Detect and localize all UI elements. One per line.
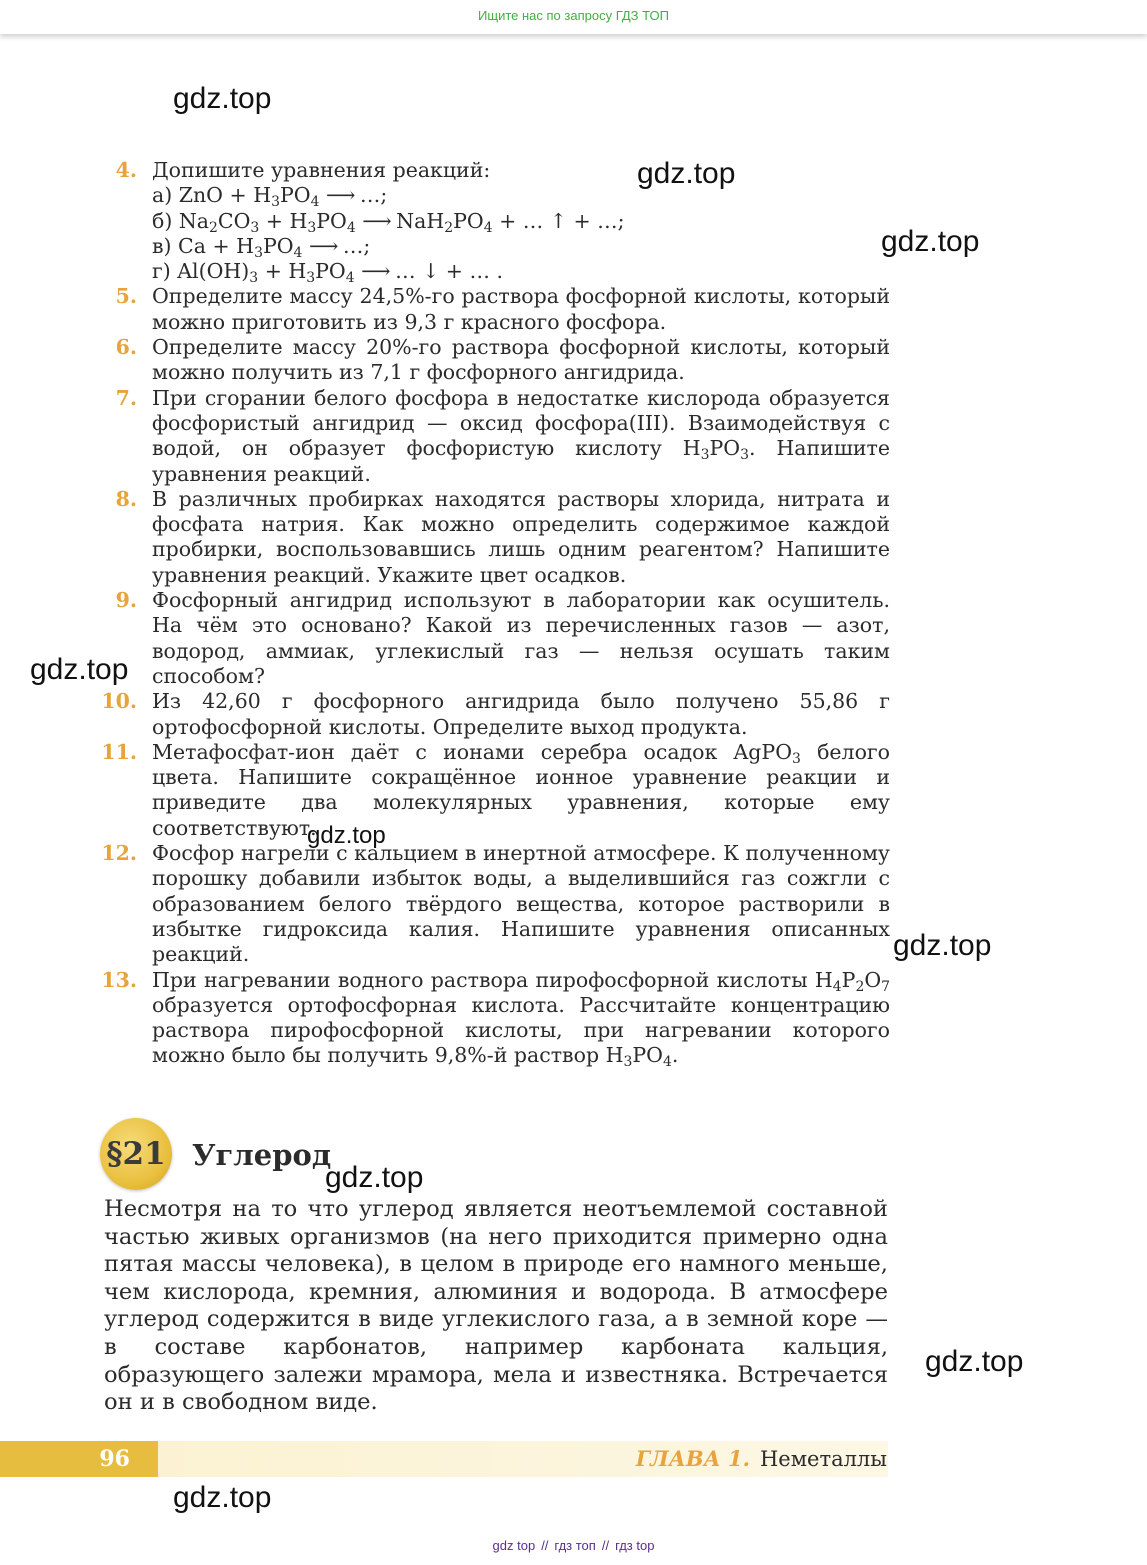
task-4 [100,158,890,287]
link-gdz-top-ru[interactable]: гдз топ [554,1538,596,1553]
equation-c: в) $Ca + H_3PO_4$ ⟶ …; [152,233,371,261]
watermark: gdz.top [637,157,736,190]
task-text: Определите массу 20%-го раствора фосфорной кислоты, который можно получить из 7,1 г фосфорного ангидрида. [152,335,890,385]
page-number: 96 [0,1441,158,1477]
task-intro: Допишите уравнения реакций: [152,158,491,182]
watermark: gdz.top [881,225,980,258]
task-text: Из 42,60 г фосфорного ангидрида было получено 55,86 г ортофосфорной кислоты. Определите выход продукта. [152,689,890,739]
watermark: gdz.top [30,653,129,686]
task-number: 10. [101,689,137,714]
link-gdz-top[interactable]: gdz top [492,1538,536,1553]
task-text: При сгорании белого фосфора в недостатке кислорода образуется фосфористый ангидрид — оксид фосфора(III). Взаимодействуя с водой, он образует фосфористую кислоту $H_3PO_3$. Напишите уравнения реакций. [152,385,891,486]
chapter-name: Неметаллы [759,1447,887,1471]
task-number: 6. [115,335,137,360]
task-text: Метафосфат-ион даёт с ионами серебра осадок AgPO$_3$ белого цвета. Напишите сокращённое ионное уравнение реакции и приведите два молекулярных уравнения, которые ему соответствуют. [152,739,891,840]
task-7 [100,386,890,487]
task-10 [100,689,890,740]
section-title: Углерод [192,1138,332,1172]
task-8 [100,487,890,588]
task-5 [100,284,890,335]
task-text: Фосфор нагрели с кальцием в инертной атмосфере. К полученному порошку добавили избыток воды, а выделившийся газ сожгли с образованием белого твёрдого вещества, которое растворили в избытке гидроксида калия. Напишите уравнения описанных реакций. [152,841,890,967]
task-number: 5. [115,284,137,309]
task-text: При нагревании водного раствора пирофосфорной кислоты $H_4P_2O_7$ образуется ортофосфорная кислота. Рассчитайте концентрацию раствора пирофосфорной кислоты, при нагревании которого можно было бы получить 9,8%-й раствор $H_3PO_4$. [152,967,890,1071]
watermark: gdz.top [925,1345,1024,1378]
task-text: В различных пробирках находятся растворы хлорида, нитрата и фосфата натрия. Как можно определить содержимое каждой пробирки, воспользовавшись лишь одним реагентом? Напишите уравнения реакций. Укажите цвет осадков. [152,486,890,587]
chapter-heading [636,1441,887,1477]
task-number: 12. [101,841,137,866]
link-gdz-top-mixed[interactable]: гдз top [615,1538,655,1553]
equation-a: а) ZnO + $H_3PO_4$ ⟶ …; [152,183,388,211]
top-banner [0,0,1147,34]
task-number: 13. [101,967,137,992]
bottom-links: gdz top // гдз топ // гдз top [492,1538,655,1553]
task-number: 11. [101,739,137,764]
section-number-badge: §21 [100,1118,172,1190]
task-12 [100,841,890,967]
task-number: 8. [115,486,137,511]
top-banner-text: Ищите нас по запросу ГДЗ ТОП [478,8,669,23]
watermark: gdz.top [325,1161,424,1194]
task-text: Фосфорный ангидрид используют в лаборатории как осушитель. На чём это основано? Какой из перечисленных газов — азот, водород, аммиак, углекислый газ — нельзя осушать таким способом? [152,588,890,688]
watermark: gdz.top [173,1481,272,1514]
task-11 [100,740,890,841]
watermark: gdz.top [893,929,992,962]
task-list [100,158,890,1069]
equation-d: г) $Al(OH)_3 + H_3PO_4$ ⟶ … ↓ + … . [152,259,503,287]
task-13 [100,968,890,1069]
task-number: 4. [115,158,137,182]
task-number: 7. [115,385,137,410]
task-6 [100,335,890,386]
task-number: 9. [115,588,137,613]
watermark: gdz.top [307,822,386,849]
section-paragraph: Несмотря на то что углерод является неотъемлемой составной частью живых организмов (на него приходится примерно одна пятая массы человека), в целом в природе его намного меньше, чем кислорода, кремния, алюминия и водорода. В атмосфере углерод содержится в виде углекислого газа, а в земной коре — в составе карбонатов, например карбоната кальция, образующего залежи мрамора, мела и известняка. Встречается он и в свободном виде. [104,1196,888,1416]
equation-b: б) $Na_2CO_3 + H_3PO_4$ ⟶ $NaH_2PO_4$ + … ↑ + …; [152,208,625,236]
task-text: Определите массу 24,5%-го раствора фосфорной кислоты, который можно приготовить из 9,3 г красного фосфора. [152,284,890,334]
watermark: gdz.top [173,82,272,115]
chapter-label: ГЛАВА 1. [635,1446,750,1471]
task-9 [100,588,890,689]
